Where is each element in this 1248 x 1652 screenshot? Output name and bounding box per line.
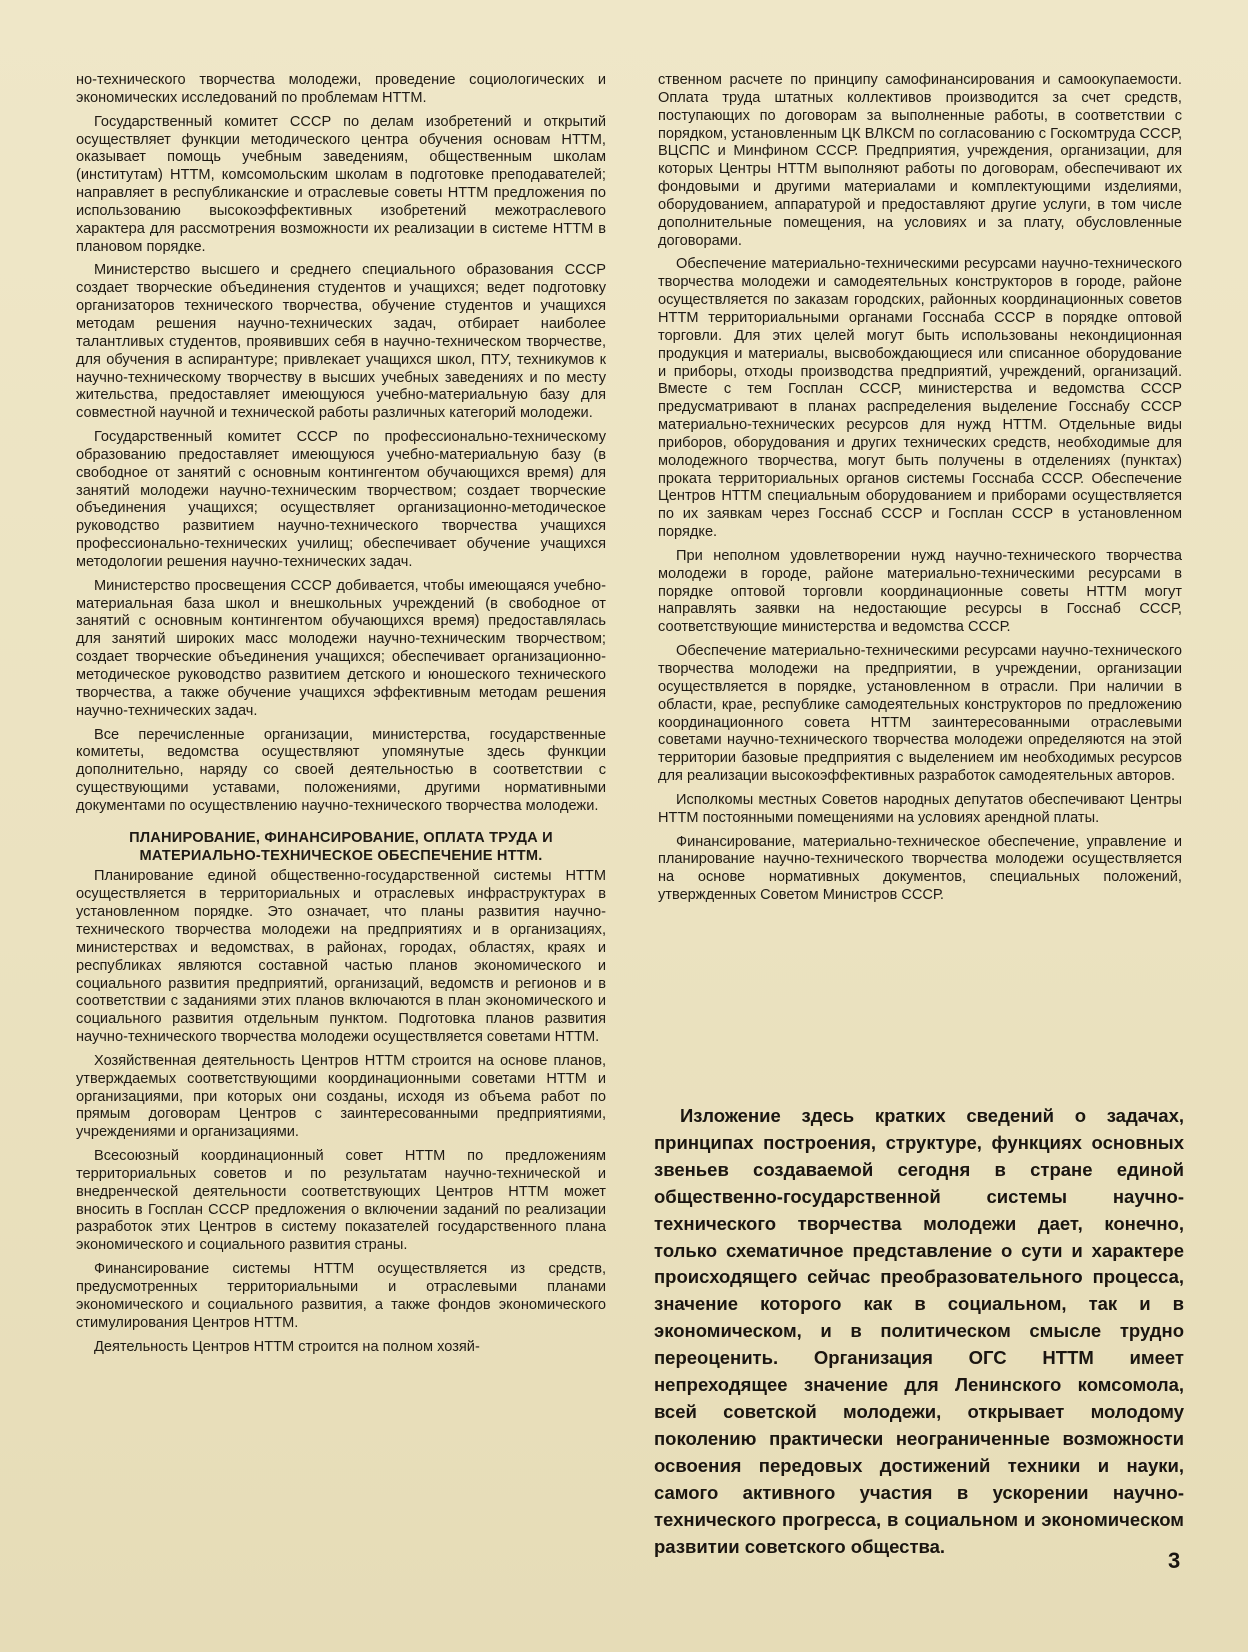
section-heading: ПЛАНИРОВАНИЕ, ФИНАНСИРОВАНИЕ, ОПЛАТА ТРУДА И МАТЕРИАЛЬНО-ТЕХНИЧЕСКОЕ ОБЕСПЕЧЕНИЕ НТТМ. (129, 829, 553, 864)
paragraph: Хозяйственная деятельность Центров НТТМ строится на основе планов, утверждаемых соответствующими координационными советами НТТМ и организациями, при которых они созданы, исходя из объема работ по прямым договорам Центров с заинтересованными предприятиями, учреждениями и организациями. (76, 1052, 606, 1141)
paragraph: Обеспечение материально-техническими ресурсами научно-технического творчества молодежи и самодеятельных конструкторов в городе, районе осуществляется по заказам городских, районных координационных советов НТТМ территориальными органами Госснаба СССР в порядке оптовой торговли. Для этих целей могут быть использованы некондиционная продукция и материалы, высвобождающиеся или списанное оборудование и приборы, отходы производства предприятий, учреждений, организаций. Вместе с тем Госплан СССР, министерства и ведомства СССР предусматривают в планах распределения выделение Госснабу СССР материально-технических ресурсов для нужд НТТМ. Отдельные виды приборов, оборудования и других технических средств, необходимые для молодежного творчества, могут быть получены в отделениях (пунктах) проката территориальных органов системы Госснаба СССР. Обеспечение Центров НТТМ специальным оборудованием и приборами осуществляется по их заявкам через Госснаб СССР и Госплан СССР в установленном порядке. (658, 256, 1182, 541)
right-column (658, 72, 1182, 911)
paragraph: При неполном удовлетворении нужд научно-технического творчества молодежи в городе, районе материально-техническими ресурсами в порядке оптовой торговли координационные советы НТТМ могут направлять заявки на недостающие ресурсы в Госснаб СССР, соответствующие министерства и ведомства СССР. (658, 547, 1182, 636)
paragraph: Всесоюзный координационный совет НТТМ по предложениям территориальных советов и по результатам научно-технической и внедренческой деятельности соответствующих Центров НТТМ может вносить в Госплан СССР предложения о включении заданий по реализации разработок этих Центров в систему показателей государственного плана экономического и социального развития страны. (76, 1148, 606, 1254)
paragraph: ственном расчете по принципу самофинансирования и самоокупаемости. Оплата труда штатных коллективов производится за счет средств, поступающих по договорам за выполненные работы, в соответствии с порядком, установленным ЦК ВЛКСМ по согласованию с Госкомтруда СССР, ВЦСПС и Минфином СССР. Предприятия, учреждения, организации, для которых Центры НТТМ выполняют работы по договорам, обеспечивают их фондовыми и другими материалами и комплектующими изделиями, оборудованием, аппаратурой и предоставляют другие услуги, в том числе дополнительные помещения, на условиях и за плату, обусловленные договорами. (658, 72, 1182, 249)
page-number: 3 (1168, 1548, 1181, 1573)
paragraph: Государственный комитет СССР по профессионально-техническому образованию предоставляет имеющуюся учебно-материальную базу (в свободное от занятий с основным контингентом обучающихся время) для занятий молодежи научно-техническим творчеством; создает творческие объединения учащихся; осуществляет организационно-методическое руководство развитием научно-технического творчества учащихся профессионально-технических училищ; обеспечивает обучение учащихся методологии решения научно-технических задач. (76, 429, 606, 570)
paragraph: Деятельность Центров НТТМ строится на полном хозяй- (94, 1338, 480, 1355)
paragraph: Министерство просвещения СССР добивается, чтобы имеющаяся учебно-материальная база школ и внешкольных учреждений (в свободное от занятий с основным контингентом обучающихся время) предоставлялась для занятий широких масс молодежи научно-техническим творчеством; создает творческие объединения учащихся; обеспечивает организационно-методическое руководство развитием детского и юношеского технического творчества, а также обучение учащихся эффективным методам решения научно-технических задач. (76, 577, 606, 719)
paragraph: Все перечисленные организации, министерства, государственные комитеты, ведомства осуществляют упомянутые здесь функции дополнительно, наряду со своей деятельностью в соответствии с существующими уставами, положениями, другими нормативными документами по осуществлению научно-технического творчества молодежи. (76, 726, 606, 814)
left-column (76, 72, 606, 1362)
paragraph: Министерство высшего и среднего специального образования СССР создает творческие объединения студентов и учащихся; ведет подготовку организаторов технического творчества, обучение студентов и учащихся методам решения научно-технических задач, отбирает наиболее талантливых студентов, проявивших себя в научно-техническом творчестве, для обучения в аспирантуре; привлекает учащихся школ, ПТУ, техникумов к научно-техническому творчеству в высших учебных заведениях и по месту жительства, предоставляет имеющуюся учебно-материальную базу для совместной научной и технической работы различных категорий молодежи. (76, 262, 606, 422)
paragraph: Финансирование, материально-техническое обеспечение, управление и планирование научно-технического творчества молодежи осуществляется на основе нормативных документов, специальных положений, утвержденных Советом Министров СССР. (658, 833, 1182, 904)
summary-block: Изложение здесь кратких сведений о задачах, принципах построения, структуре, функциях основных звеньев создаваемой сегодня в стране единой общественно-государственной системы научно-технического творчества молодежи дает, конечно, только схематичное представление о сути и характере происходящего сейчас преобразовательного процесса, значение которого как в социальном, так и в экономическом, и в политическом смысле трудно переоценить. Организация ОГС НТТМ имеет непреходящее значение для Ленинского комсомола, всей советской молодежи, открывает молодому поколению практически неограниченные возможности освоения передовых достижений техники и науки, самого активного участия в ускорении научно-технического прогресса, в социальном и экономическом развитии советского общества. (654, 1105, 1184, 1557)
paragraph: Финансирование системы НТТМ осуществляется из средств, предусмотренных территориальными и отраслевыми планами экономического и социального развития, а также фондов экономического стимулирования Центров НТТМ. (76, 1261, 606, 1331)
paragraph: Планирование единой общественно-государственной системы НТТМ осуществляется в территориальных и отраслевых инфраструктурах в установленном порядке. Это означает, что планы развития научно-технического творчества молодежи на предприятиях и в организациях, министерствах и ведомствах, в районах, городах, областях, краях и республиках являются составной частью планов экономического и социального развития предприятий, организаций, ведомств и регионов и в соответствии с заданиями этих планов включаются в план экономического и социального развития отдельным пунктом. Подготовка планов развития научно-технического творчества молодежи осуществляется советами НТТМ. (76, 868, 606, 1046)
paragraph: Обеспечение материально-техническими ресурсами научно-технического творчества молодежи на предприятии, в учреждении, организации осуществляется в порядке, установленном в отрасли. При наличии в области, крае, республике самодеятельных конструкторов по предложению координационного совета НТТМ заинтересованными отраслевыми советами научно-технического творчества молодежи определяются на этой территории базовые предприятия с выделением им необходимых ресурсов для реализации высокоэффективных разработок самодеятельных авторов. (658, 643, 1182, 785)
paragraph: но-технического творчества молодежи, проведение социологических и экономических исследований по проблемам НТТМ. (76, 72, 606, 106)
paragraph: Государственный комитет СССР по делам изобретений и открытий осуществляет функции методического центра обучения основам НТТМ, оказывает помощь учебным заведениям, общественным школам (институтам) НТТМ, комсомольским школам в подготовке преподавателей; направляет в республиканские и отраслевые советы НТТМ предложения по использованию высокоэффективных изобретений межотраслевого характера для рассмотрения возможности их реализации в системе НТТМ в плановом порядке. (76, 113, 606, 255)
paragraph: Исполкомы местных Советов народных депутатов обеспечивают Центры НТТМ постоянными помещениями на условиях арендной платы. (658, 791, 1182, 826)
